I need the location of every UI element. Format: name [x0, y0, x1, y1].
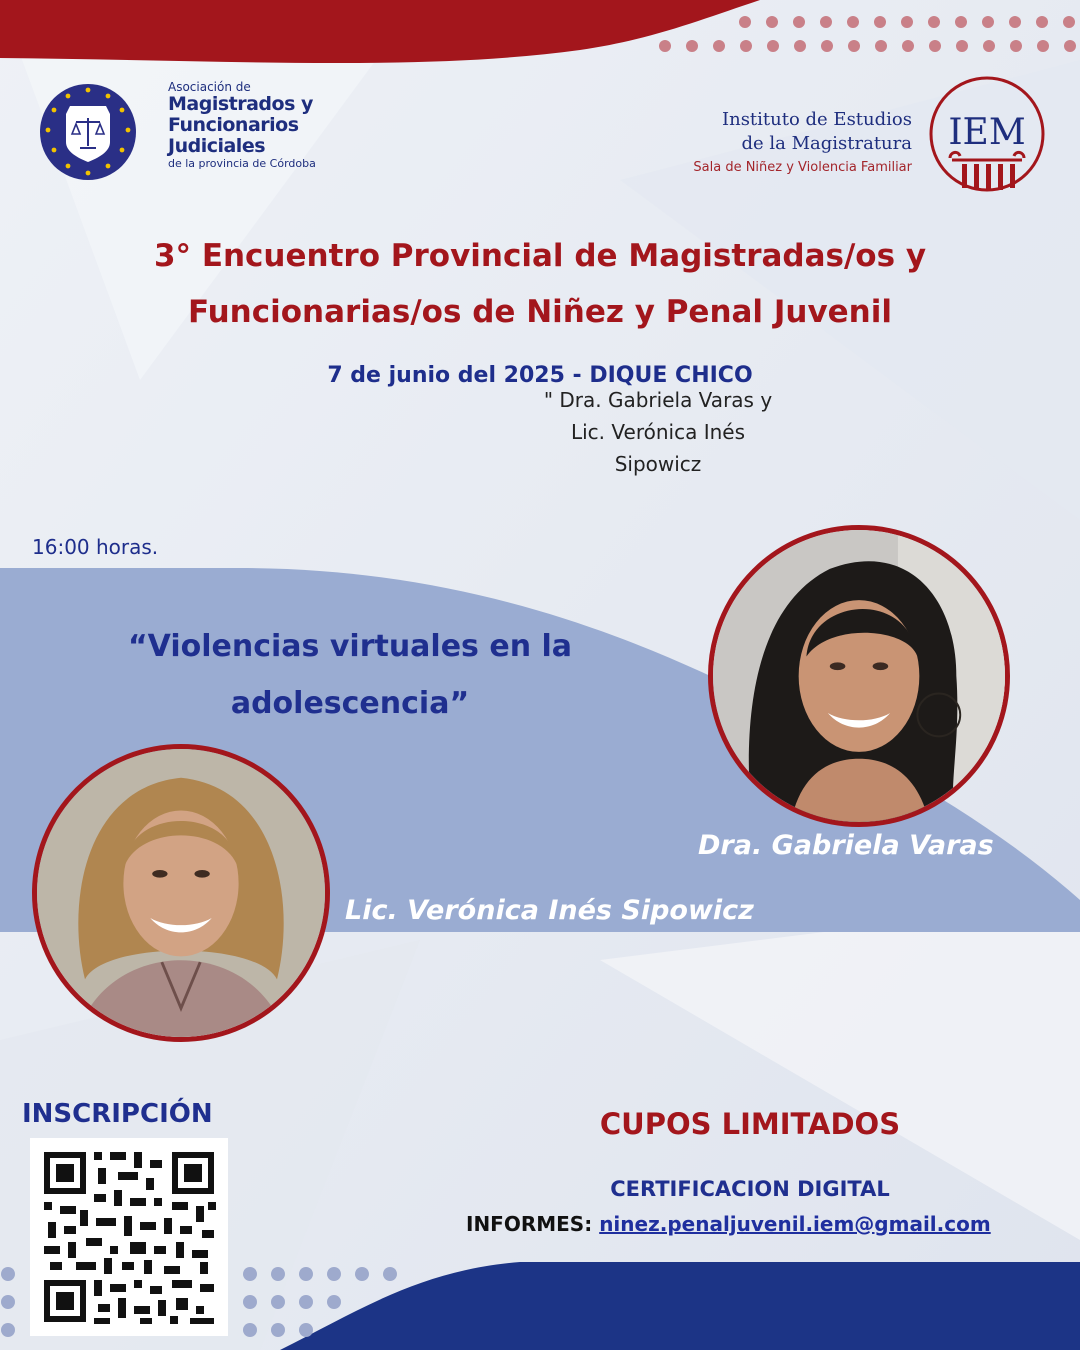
speakers-line1: " Dra. Gabriela Varas y — [543, 388, 773, 412]
informes-label: INFORMES: — [466, 1212, 593, 1236]
talk-title — [60, 618, 640, 732]
speakers-caption — [510, 384, 806, 480]
scales-of-justice-icon — [40, 78, 136, 186]
speakers-line2: Lic. Verónica Inés — [570, 420, 745, 444]
event-title-line1: 3° Encuentro Provincial de Magistradas/os y — [153, 238, 927, 274]
certificacion-digital: CERTIFICACION DIGITAL — [610, 1177, 890, 1201]
association-name — [168, 80, 316, 171]
institute-line2: de la Magistratura — [741, 133, 912, 154]
portrait-varas — [713, 530, 1005, 822]
inscripcion-heading: INSCRIPCIÓN — [22, 1099, 213, 1129]
iem-logo-text: IEM — [948, 112, 1026, 153]
informes-email-link[interactable]: ninez.penaljuvenil.iem@gmail.com — [599, 1212, 991, 1236]
association-small: Asociación de — [168, 80, 251, 94]
association-sub: de la provincia de Córdoba — [168, 157, 316, 170]
association-line1: Magistrados y — [168, 93, 313, 115]
association-line3: Judiciales — [168, 135, 266, 157]
institute-sala: Sala de Niñez y Violencia Familiar — [693, 160, 912, 175]
event-title-line2: Funcionarias/os de Niñez y Penal Juvenil — [187, 294, 893, 330]
column-capital-icon — [922, 74, 1052, 198]
speaker-name-varas: Dra. Gabriela Varas — [698, 830, 994, 861]
speakers-line3: Sipowicz — [614, 452, 702, 476]
cupos-limitados: CUPOS LIMITADOS — [599, 1107, 901, 1141]
qr-code-icon[interactable] — [30, 1138, 228, 1336]
event-hour: 16:00 horas. — [32, 535, 159, 559]
speaker-photo-varas — [708, 525, 1010, 827]
institute-line1: Instituto de Estudios — [721, 109, 912, 130]
speaker-photo-sipowicz — [32, 744, 330, 1042]
event-date-place: 7 de junio del 2025 - DIQUE CHICO — [327, 363, 753, 388]
speaker-name-sipowicz: Lic. Verónica Inés Sipowicz — [345, 895, 754, 926]
association-line2: Funcionarios — [168, 114, 299, 136]
institute-name — [693, 108, 912, 178]
talk-title-line1: “Violencias virtuales en la — [127, 629, 573, 664]
talk-title-line2: adolescencia” — [230, 686, 470, 721]
event-title — [40, 228, 1040, 340]
informes-line — [466, 1208, 991, 1240]
portrait-sipowicz — [37, 749, 325, 1037]
